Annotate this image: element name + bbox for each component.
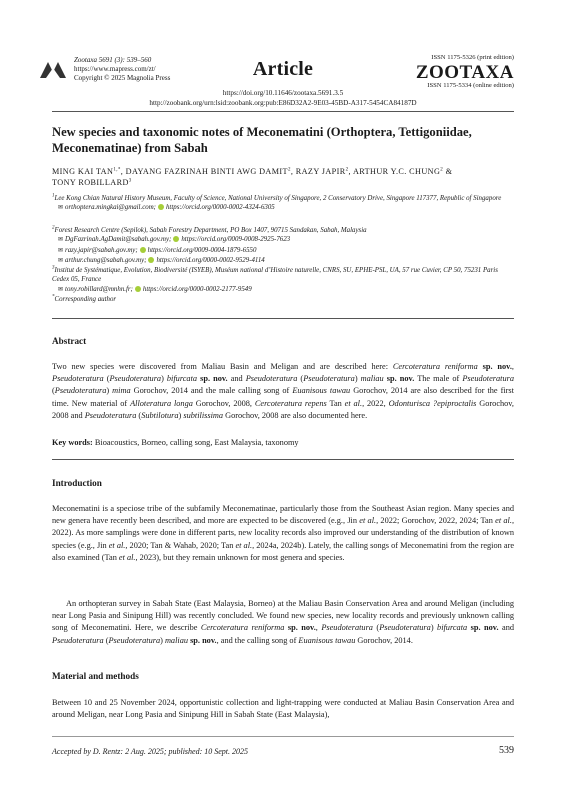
methods-heading: Material and methods [52, 671, 139, 681]
keywords-divider [52, 459, 514, 460]
introduction-paragraph-2: An orthopteran survey in Sabah State (East Malaysia, Borneo) at the Maliau Basin Conservation Area and around Meligan (including near Long Pasia and Sinipung Hill) was recently concluded. We found new species, new locality records and previously unknown calling song of Meconematini. Here, we describe Cercoteratura reniforma sp. nov., Pseudoteratura (Pseudoteratura) bifurcata sp. nov. and Pseudoteratura (Pseudoteratura) maliau sp. nov., and the calling song of Euanisous tawau Gorochov, 2014. [52, 599, 515, 645]
orcid-icon [135, 286, 141, 292]
email-link[interactable]: arthur.chung@sabah.gov.my; [65, 257, 147, 265]
journal-citation: Zootaxa 5691 (3): 539–560 [74, 56, 152, 64]
email-link[interactable]: orthoptera.mingkai@gmail.com; [65, 204, 156, 212]
article-label: Article [252, 58, 314, 80]
doi-link[interactable]: https://doi.org/10.11646/zootaxa.5691.3.5 [222, 89, 344, 97]
orcid-link[interactable]: https://orcid.org/0009-0004-1879-6550 [147, 246, 257, 254]
orcid-link[interactable]: https://orcid.org/0000-0002-9529-4114 [156, 257, 265, 265]
introduction-heading: Introduction [52, 478, 102, 488]
email-icon: ✉ [58, 247, 64, 254]
doi-block [0, 88, 566, 108]
affiliation-1: $^1$Lee Kong Chian Natural History Museum, Faculty of Science, National University of Singapore, 2 Conservatory Drive, Singapore 117377, Republic of Singapore ✉ orthoptera.mingkai@gmail.com; https://orcid.org/0000-0002-4324-6305 [52, 194, 514, 214]
email-icon: ✉ [58, 258, 64, 265]
orcid-icon [158, 204, 164, 210]
email-link[interactable]: DgFazrinah.AgDamit@sabah.gov.my; [65, 236, 172, 244]
zoobank-link[interactable]: http://zoobank.org/urn:lsid:zoobank.org:pub:E86D32A2-9E03-45BD-A317-5454CA84187D [149, 99, 417, 107]
keywords: Key words: Bioacoustics, Borneo, calling song, East Malaysia, taxonomy [52, 438, 299, 447]
orcid-icon [148, 257, 154, 263]
email-link[interactable]: razy.japir@sabah.gov.my; [65, 246, 138, 254]
email-icon: ✉ [58, 286, 64, 293]
orcid-link[interactable]: https://orcid.org/0009-0008-2925-7623 [181, 236, 291, 244]
orcid-link[interactable]: https://orcid.org/0000-0002-2177-9549 [142, 285, 252, 293]
zootaxa-logo: ZOOTAXA [415, 62, 514, 83]
author-list: MING KAI $TAN^{1,*}$, DAYANG FAZRINAH BINTI AWG DAMIT$^2$, RAZY JAPIR$^2$, ARTHUR Y.C. CHUNG$^2$ & TONY ROBILLARD$^3$ [52, 167, 453, 187]
introduction-paragraph-1: Meconematini is a speciose tribe of the subfamily Meconematinae, particularly those from the Southeast Asian region. Many species and new genera have recently been described, and more are expected to be discovered (e.g., Jin et al., 2022; Gorochov, 2022, 2024; Tan et al., 2022). As more samplings were done in different parts, new locality records also improved our understanding of the distribution of known species (e.g., Jin et al., 2020; Tan & Wahab, 2020; Tan et al., 2024a, 2024b). Lately, the calling songs of Meconematini from the region are also examined (Tan et al., 2023), but they remain unknown for most genera and species. [52, 504, 515, 562]
orcid-icon [173, 236, 179, 242]
email-link[interactable]: tony.robillard@mnhn.fr; [65, 285, 133, 293]
issn-online: ISSN 1175-5334 (online edition) [427, 82, 514, 89]
page-number: 539 [499, 745, 514, 756]
copyright: Copyright © 2025 Magnolia Press [74, 74, 171, 82]
abstract-text: Two new species were discovered from Maliau Basin and Meligan and are described here: Cercoteratura reniforma sp. nov., Pseudoteratura (Pseudoteratura) bifurcata sp. nov. and Pseudoteratura (Pseudoteratura) maliau sp. nov. The male of Pseudoteratura (Pseudoteratura) mima Gorochov, 2014 and the male calling song of Euanisous tawau Gorochov, 2014 are also described for the first time. New material of Alloteratura longa Gorochov, 2008, Cercoteratura repens Tan et al., 2022, Odonturisca ?epiproctalis Gorochov, 2008 and Pseudoteratura (Subtilotura) subtilissima Gorochov, 2008 are also documented here. [52, 362, 514, 420]
journal-url[interactable]: https://www.mapress.com/zt/ [74, 65, 156, 73]
header-divider [52, 111, 514, 112]
abstract-heading: Abstract [52, 336, 87, 346]
paper-title: New species and taxonomic notes of Meconematini (Orthoptera, Tettigoniidae, Meconematinae) from Sabah [52, 125, 472, 155]
email-icon: ✉ [58, 237, 64, 244]
accepted-note: Accepted by D. Rentz: 2 Aug. 2025; published: 10 Sept. 2025 [52, 747, 249, 756]
footer-divider [52, 736, 514, 737]
orcid-icon [140, 247, 146, 253]
affiliation-divider [52, 318, 514, 319]
issn-print: ISSN 1175-5326 (print edition) [431, 54, 514, 61]
corresponding-note: Corresponding author [54, 296, 117, 304]
email-icon: ✉ [58, 205, 64, 212]
orcid-link[interactable]: https://orcid.org/0000-0002-4324-6305 [165, 204, 275, 212]
methods-paragraph: Between 10 and 25 November 2024, opportunistic collection and light-trapping were conducted at Maliau Basin Conservation Area and around Meligan, near Long Pasia and Sinipung Hill in Sabah State (East Malaysia), [52, 698, 514, 720]
affiliation-3: $^3$Institut de Systématique, Evolution, Biodiversité (ISYEB), Muséum national d’Histoire naturelle, CNRS, SU, EPHE-PSL, UA, 57 rue Cuvier, CP 50, 75231 Paris Cedex 05, France ✉ tony.robillard@mnhn.fr; https://orcid.org/0000-0002-2177-9549 *Corresponding author [52, 265, 498, 304]
affiliation-2: $^2$Forest Research Centre (Sepilok), Sabah Forestry Department, PO Box 1407, 90715 Sandakan, Sabah, Malaysia ✉ DgFazrinah.AgDamit@sabah.gov.my; https://orcid.org/0009-0008-2925-7623 ✉ razy.japir@sabah.gov.my; https://orcid.org/0009-0004-1879-6550 ✉ arthur.chung@sabah.gov.my; https://orcid.org/0000-0002-9529-4114 [52, 226, 514, 267]
